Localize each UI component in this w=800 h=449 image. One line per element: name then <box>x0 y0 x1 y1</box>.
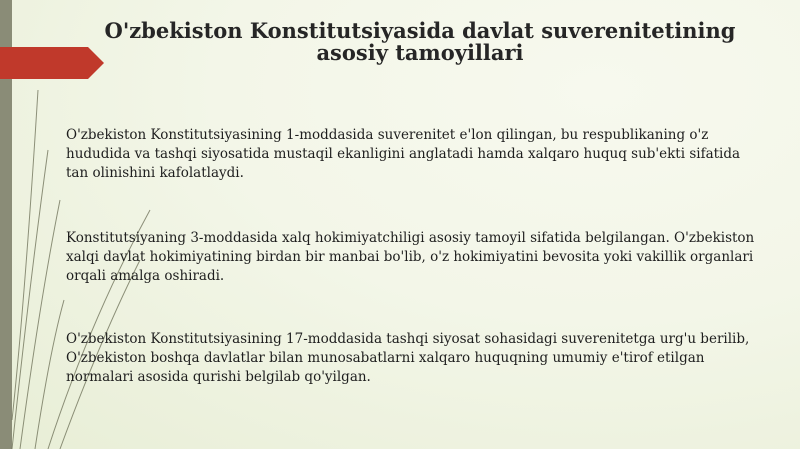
decor-line-3 <box>35 300 64 449</box>
paragraph-article-17: O'zbekiston Konstitutsiyasining 17-moddasida tashqi siyosat sohasidagi suverenitetga urg'u berilib, O'zbekiston boshqa davlatlar bilan munosabatlarni xalqaro huquqning umumiy e'tirof etilgan normalari asosida qurishi belgilab qo'yilgan. <box>66 331 750 385</box>
slide-title: O'zbekiston Konstitutsiyasida davlat suverenitetining asosiy tamoyillari <box>104 18 736 65</box>
paragraph-article-3: Konstitutsiyaning 3-moddasida xalq hokimiyatchiligi asosiy tamoyil sifatida belgilangan. O'zbekiston xalqi davlat hokimiyatining birdan bir manbai bo'lib, o'z hokimiyatini bevosita yoki vakillik organlari orqali amalga oshiradi. <box>66 230 755 284</box>
decor-line-1 <box>12 150 48 449</box>
paragraph-article-1: O'zbekiston Konstitutsiyasining 1-moddasida suverenitet e'lon qilingan, bu respublikaning o'z hududida va tashqi siyosatida mustaqil ekanligini anglatadi hamda xalqaro huquq sub'ekti sifatida tan olinishini kafolatlaydi. <box>66 127 741 181</box>
decor-line-2 <box>20 200 60 449</box>
decor-line-6 <box>12 90 38 420</box>
